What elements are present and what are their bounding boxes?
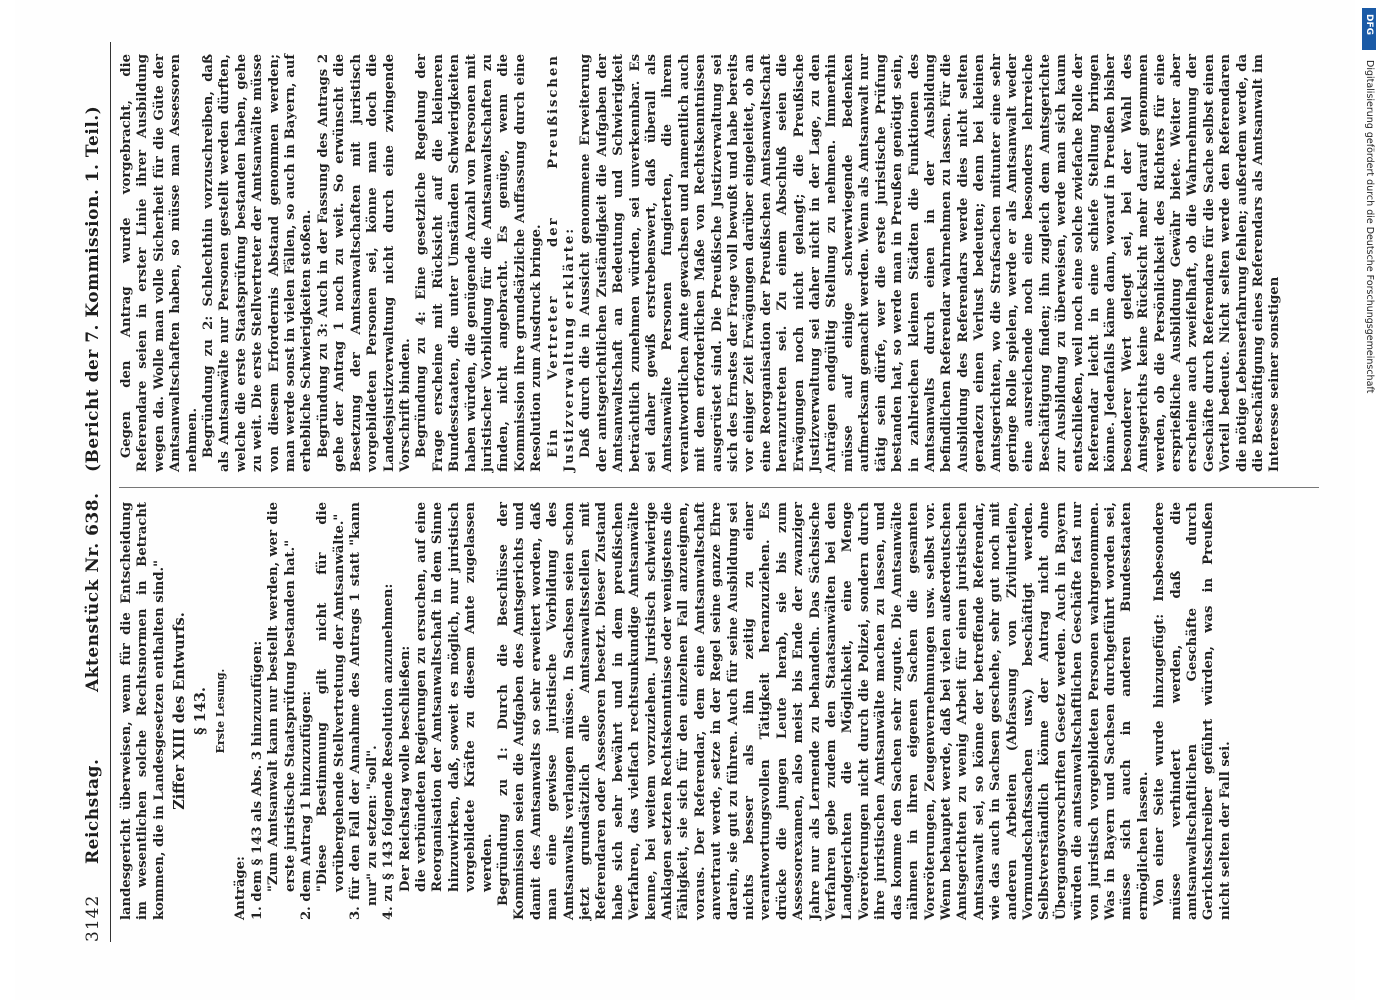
- section-subtitle: Erste Lesung.: [214, 668, 228, 754]
- header-reichstag: Reichstag.: [83, 758, 103, 864]
- funding-note: [1362, 60, 1376, 700]
- resolution-intro: Der Reichstag wolle beschließen:: [397, 645, 413, 892]
- funding-note-text: Digitalisierung gefördert durch die Deutsche Forschungsgemeinschaft: [1364, 60, 1375, 394]
- list-item: 4. zu § 143 folgende Resolution anzunehmen:: [381, 583, 397, 920]
- dfg-logo: DFG: [1362, 8, 1376, 50]
- paragraph: Begründung zu 4: Eine gesetzliche Regelung der Frage erscheine mit Rücksicht auf die kleineren Bundesstaaten, die unter Umständen Schwierigkeiten haben würden, die genügende Anzahl von Personen mit juristischer Vorbildung für die Amtsanwaltschaften zu finden, nicht angebracht. Es genüge, wenn die Kommission ihre grundsätzliche Auffassung durch eine Resolution zum Ausdruck bringe.: [414, 54, 545, 472]
- document-page: [15, 0, 1355, 1000]
- quote: die verbündeten Regierungen zu ersuchen, auf eine Reorganisation der Amtsanwaltschaft in dem Sinne hinzuwirken, daß, soweit es möglich, nur juristisch vorgebildete Kräfte zu diesem Amte zugelassen werden.: [413, 502, 495, 892]
- column-separator: [119, 487, 1319, 488]
- paragraph: Gegen den Antrag wurde vorgebracht, die Referendare seien in erster Linie ihrer Ausbildung wegen da. Wolle man volle Sicherheit für die Güte der Amtsanwaltschaften haben, so müsse man Assessoren nehmen.: [119, 54, 200, 472]
- list-item: 3. für den Fall der Annahme des Antrags 1 statt "kann nur" zu setzen: "soll".: [348, 502, 380, 920]
- header-report: (Bericht der 7. Kommission. 1. Teil.): [83, 105, 103, 472]
- paragraph: Von einer Seite wurde hinzugefügt: Insbesondere müsse verhindert werden, daß die amtsanwaltschaftlichen Geschäfte durch Gerichtsschreiber geführt würden, was in Preußen nicht selten der Fall sei.: [1152, 502, 1233, 920]
- paragraph: Ein Vertreter der Preußischen Justizverwaltung erklärte:: [545, 54, 577, 472]
- list-item: 1. dem § 143 als Abs. 3 hinzuzufügen:: [249, 640, 265, 920]
- header-divider: [110, 42, 111, 942]
- page-number: 3142: [83, 894, 103, 942]
- quote: "Diese Bestimmung gilt nicht für die vorübergehende Stellvertretung der Amtsanwälte.": [315, 502, 347, 892]
- paragraph: Daß durch die in Aussicht genommene Erweiterung der amtsgerichtlichen Zuständigkeit die Aufgaben der Amtsanwaltschaft an Bedeutung und Schwierigkeit beträchtlich zunehmen würden, sei unverkennbar. Es sei daher gewiß erstrebenswert, daß überall als Amtsanwälte Personen fungierten, die ihrem verantwortlichen Amte gewachsen und namentlich auch mit dem erforderlichen Maße von Rechtskenntnissen ausgerüstet sind. Die Preußische Justizverwaltung sei sich des Ernstes der Frage voll bewußt und habe bereits vor einiger Zeit Erwägungen darüber eingeleitet, ob an eine Reorganisation der Preußischen Amtsanwaltschaft heranzutreten sei. Zu einem Abschluß seien die Erwägungen noch nicht gelangt; die Preußische Justizverwaltung sei daher nicht in der Lage, zu den Anträgen endgültig Stellung zu nehmen. Immerhin müsse auf einige schwerwiegende Bedenken aufmerksam gemacht werden. Wenn als Amtsanwalt nur tätig sein dürfe, wer die erste juristische Prüfung bestanden hat, so werde man in Preußen genötigt sein, in zahlreichen kleinen Städten die Funktionen des Amtsanwalts durch einen in der Ausbildung befindlichen Referendar wahrnehmen zu lassen. Für die Ausbildung des Referendars werde dies nicht selten geradezu einen Verlust bedeuten; denn bei kleinen Amtsgerichten, wo die Strafsachen mitunter eine sehr geringe Rolle spielen, werde er als Amtsanwalt weder eine ausreichende noch eine besonders lehrreiche Beschäftigung finden; ihn zugleich dem Amtsgerichte zur Ausbildung zu überweisen, werde man sich kaum entschließen, weil noch eine solche zwiefache Rolle der Referendar leicht in eine schiefe Stellung bringen könne. Jedenfalls käme dann, worauf in Preußen bisher besonderer Wert gelegt sei, bei der Wahl des Amtsgerichts keine Rücksicht mehr darauf genommen werden, ob die Persönlichkeit des Richters für eine ersprießliche Ausbildung Gewähr biete. Weiter aber erscheine auch zweifelhaft, ob die Wahrnehmung der Geschäfte durch Referendare für die Sache selbst einen Vorteil bedeute. Nicht selten werde den Referendaren die nötige Lebenserfahrung fehlen; außerdem werde, da die Beschäftigung eines Referendars als Amtsanwalt im Interesse seiner sonstigen: [578, 54, 1283, 472]
- paragraph: Begründung zu 3: Auch in der Fassung des Antrags 2 gehe der Antrag 1 noch zu weit. So erwünscht die Besetzung der Amtsanwaltschaften mit juristisch vorgebildeten Personen sei, könne man doch die Landesjustizverwaltung nicht durch eine zwingende Vorschrift binden.: [315, 54, 413, 472]
- paragraph: Begründung zu 2: Schlechthin vorzuschreiben, daß als Amtsanwälte nur Personen gestellt werden dürften, welche die erste Staatsprüfung bestanden haben, gehe zu weit. Die erste Stellvertreter der Amtsanwälte müsse von diesem Erfordernis Abstand genommen werden; man werde sonst in vielen Fällen, so auch in Bayern, auf erhebliche Schwierigkeiten stoßen.: [201, 54, 315, 472]
- paragraph: landesgericht überweisen, wenn für die Entscheidung im wesentlichen solche Rechtsnormen in Betracht kommen, die in Landesgesetzen enthalten sind.": [119, 502, 167, 920]
- section-title: Ziffer XIII des Entwurfs.: [171, 612, 189, 810]
- paragraph: Begründung zu 1: Durch die Beschlüsse der Kommission seien die Aufgaben des Amtsgerichts und damit des Amtsanwalts so sehr erweitert worden, daß man eine gewisse juristische Vorbildung des Amtsanwalts verlangen müsse. In Sachsen seien schon jetzt grundsätzlich alle Amtsanwaltsstellen mit Referendaren oder Assessoren besetzt. Dieser Zustand habe sich sehr bewährt und in dem preußischen Verfahren, das vielfach rechtsunkundige Amtsanwälte kenne, bei weitem vorzuziehen. Juristisch schwierige Anklagen setzten Rechtskenntnisse oder wenigstens die Fähigkeit, sie sich für den einzelnen Fall anzueignen, voraus. Der Referendar, dem eine Amtsanwaltschaft anvertraut werde, setze in der Regel seine ganze Ehre darein, sie gut zu führen. Auch für seine Ausbildung sei nichts besser als ihn zeitig zu einer verantwortungsvollen Tätigkeit heranzuziehen. Es drücke die jungen Leute herab, sie bis zum Assessorexamen, also meist bis Ende der zwanziger Jahre nur als Lernende zu behandeln. Das Sächsische Verfahren gebe zudem den Staatsanwälten bei den Landgerichten die Möglichkeit, eine Menge Voreröterungen nicht durch die Polizei, sondern durch ihre juristischen Amtsanwälte machen zu lassen, und das komme den Sachen sehr zugute. Die Amtsanwälte nähmen in ihren eigenen Sachen die gesamten Voreröterungen, Zeugenvernehmungen usw. selbst vor. Wenn behauptet werde, daß bei vielen außerdeutschen Amtsgerichten zu wenig Arbeit für einen juristischen Amtsanwalt sei, so könne der betreffende Referendar, wie das auch in Sachsen geschehe, sehr gut noch mit anderen Arbeiten (Abfassung von Zivilurteilen, Vormundschaftssachen usw.) beschäftigt werden. Selbstverständlich könne der Antrag nicht ohne Übergangsvorschriften Gesetz werden. Auch in Bayern würden die amtsanwaltschaftlichen Geschäfte fast nur von juristisch vorgebildeten Personen wahrgenommen. Was in Bayern und Sachsen durchgeführt worden sei, müsse sich auch in anderen Bundesstaaten ermöglichen lassen.: [495, 502, 1151, 920]
- section-number: § 143.: [191, 687, 209, 735]
- left-column: [119, 502, 1234, 920]
- antraege-heading: Anträge:: [233, 856, 249, 920]
- list-item: 2. dem Antrag 1 hinzuzufügen:: [299, 690, 315, 920]
- page-header: [83, 42, 107, 942]
- right-column: [119, 54, 1284, 472]
- quote: "Zum Amtsanwalt kann nur bestellt werden, wer die erste juristische Staatsprüfung bestanden hat.": [266, 502, 298, 892]
- header-aktenstueck: Aktenstück Nr. 638.: [83, 492, 103, 692]
